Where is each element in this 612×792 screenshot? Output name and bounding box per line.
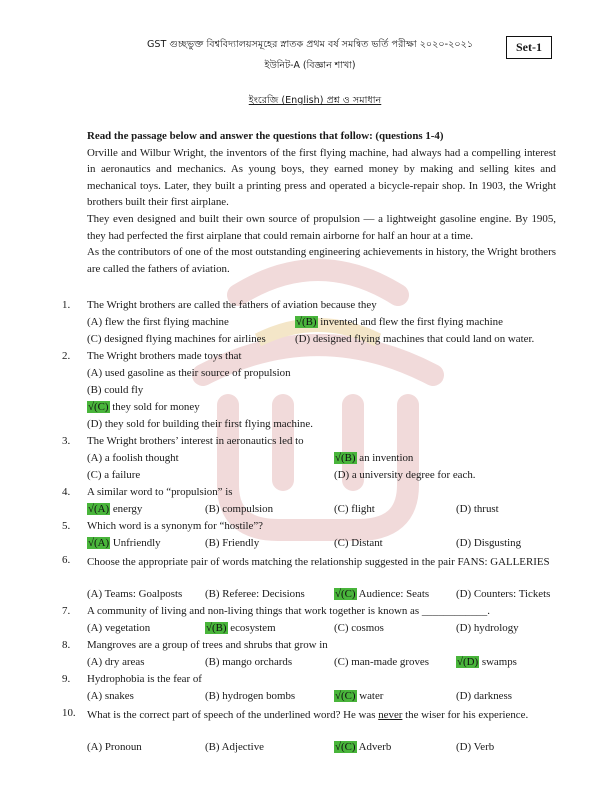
question-stem: The Wright brothers are called the fathers of aviation because they <box>87 299 377 311</box>
question-stem: The Wright brothers’ interest in aeronautics led to <box>87 435 304 447</box>
reading-passage <box>87 128 556 277</box>
check-mark-icon: √ <box>335 741 341 753</box>
option-d-correct: √(D) swamps <box>457 656 517 668</box>
check-mark-icon: √ <box>88 537 94 549</box>
option-b-correct: √(B) an invention <box>335 452 414 464</box>
option-c: (C) man-made groves <box>334 656 429 668</box>
passage-paragraph: As the contributors of one of the most outstanding engineering achievements in history, the Wright brothers are called the fathers of aviation. <box>87 246 556 275</box>
check-mark-icon: √ <box>206 622 212 634</box>
option-b: (B) hydrogen bombs <box>205 690 296 702</box>
option-a: (A) Pronoun <box>87 741 142 753</box>
question-6 <box>62 554 556 588</box>
option-a: (A) used gasoline as their source of propulsion <box>87 367 291 379</box>
exam-unit: ইউনিট-A (বিজ্ঞান শাখা) <box>264 60 356 71</box>
check-mark-icon: √ <box>296 316 302 328</box>
option-d: (D) darkness <box>456 690 512 702</box>
option-c: (C) cosmos <box>334 622 384 634</box>
passage-instruction: Read the passage below and answer the questions that follow: (questions 1-4) <box>87 130 444 142</box>
check-mark-icon: √ <box>335 588 341 600</box>
question-stem: A community of living and non-living things that work together is known as ____________. <box>87 605 490 617</box>
option-d: (D) Disgusting <box>456 537 522 549</box>
check-mark-icon: √ <box>88 503 94 515</box>
option-d: (D) thrust <box>456 503 499 515</box>
question-number: 2. <box>62 350 71 362</box>
option-c-correct: √(C) Audience: Seats <box>335 588 430 600</box>
question-number: 4. <box>62 486 71 498</box>
option-d: (D) Counters: Tickets <box>456 588 551 600</box>
option-b: (B) mango orchards <box>205 656 293 668</box>
underlined-word: never <box>378 709 403 721</box>
option-c-correct: √(C) they sold for money <box>88 401 200 413</box>
option-d: (D) Verb <box>456 741 495 753</box>
option-a: (A) vegetation <box>87 622 151 634</box>
option-a: (A) a foolish thought <box>87 452 179 464</box>
option-b: (B) Adjective <box>205 741 264 753</box>
question-10 <box>62 707 556 741</box>
option-b-correct: √(B) invented and flew the first flying machine <box>296 316 503 328</box>
option-b: (B) Friendly <box>205 537 260 549</box>
option-b: (B) could fly <box>87 384 144 396</box>
option-a: (A) snakes <box>87 690 134 702</box>
option-d: (D) they sold for building their first flying machine. <box>87 418 313 430</box>
question-stem: The Wright brothers made toys that <box>87 350 242 362</box>
question-stem: What is the correct part of speech of the underlined word? He was never the wiser for his experience. <box>87 709 529 721</box>
question-number: 10. <box>62 707 76 719</box>
passage-paragraph: Orville and Wilbur Wright, the inventors of the first flying machine, had always had a compelling interest in aeronautics and mechanics. As young boys, they earned money by making and selling kites and mechanical toys. Later, they built a printing press and operated a bicycle-repair shop. In 1903, the Wright brothers built their first airplane. <box>87 146 556 209</box>
check-mark-icon: √ <box>335 690 341 702</box>
option-b-correct: √(B) ecosystem <box>206 622 276 634</box>
question-number: 9. <box>62 673 71 685</box>
option-c-correct: √(C) water <box>335 690 384 702</box>
option-c-correct: √(C) Adverb <box>335 741 392 753</box>
exam-title: GST গুচ্ছভুক্ত বিশ্ববিদ্যালয়সমূহের স্নাতক প্রথম বর্ষ সমন্বিত ভর্তি পরীক্ষা ২০২০-২০২১ <box>146 39 474 50</box>
question-stem: Which word is a synonym for “hostile”? <box>87 520 264 532</box>
option-d: (D) a university degree for each. <box>334 469 476 481</box>
option-a: (A) dry areas <box>87 656 145 668</box>
option-b: (B) compulsion <box>205 503 274 515</box>
section-title: ইংরেজি (English) প্রশ্ন ও সমাধান <box>248 95 382 106</box>
option-c: (C) flight <box>334 503 375 515</box>
option-c: (C) Distant <box>334 537 383 549</box>
option-c: (C) a failure <box>87 469 141 481</box>
option-a: (A) Teams: Goalposts <box>87 588 183 600</box>
question-stem: A similar word to “propulsion” is <box>87 486 233 498</box>
check-mark-icon: √ <box>335 452 341 464</box>
question-stem: Choose the appropriate pair of words matching the relationship suggested in the pair FANS: GALLERIES <box>87 556 550 568</box>
question-number: 8. <box>62 639 71 651</box>
option-d: (D) designed flying machines that could land on water. <box>295 333 535 345</box>
option-c: (C) designed flying machines for airlines <box>87 333 266 345</box>
option-a-correct: √(A) Unfriendly <box>88 537 161 549</box>
option-a: (A) flew the first flying machine <box>87 316 229 328</box>
question-number: 7. <box>62 605 71 617</box>
question-number: 5. <box>62 520 71 532</box>
option-d: (D) hydrology <box>456 622 519 634</box>
question-stem: Mangroves are a group of trees and shrubs that grow in <box>87 639 328 651</box>
check-mark-icon: √ <box>457 656 463 668</box>
set-label: Set-1 <box>506 36 552 59</box>
passage-paragraph: They even designed and built their own source of propulsion — a lightweight gasoline engine. By 1905, they had perfected the first airplane that could remain airborne for half an hour at a time. <box>87 212 556 242</box>
question-stem: Hydrophobia is the fear of <box>87 673 202 685</box>
question-number: 6. <box>62 554 71 566</box>
check-mark-icon: √ <box>88 401 94 413</box>
question-number: 3. <box>62 435 71 447</box>
question-number: 1. <box>62 299 71 311</box>
option-b: (B) Referee: Decisions <box>205 588 305 600</box>
option-a-correct: √(A) energy <box>88 503 143 515</box>
